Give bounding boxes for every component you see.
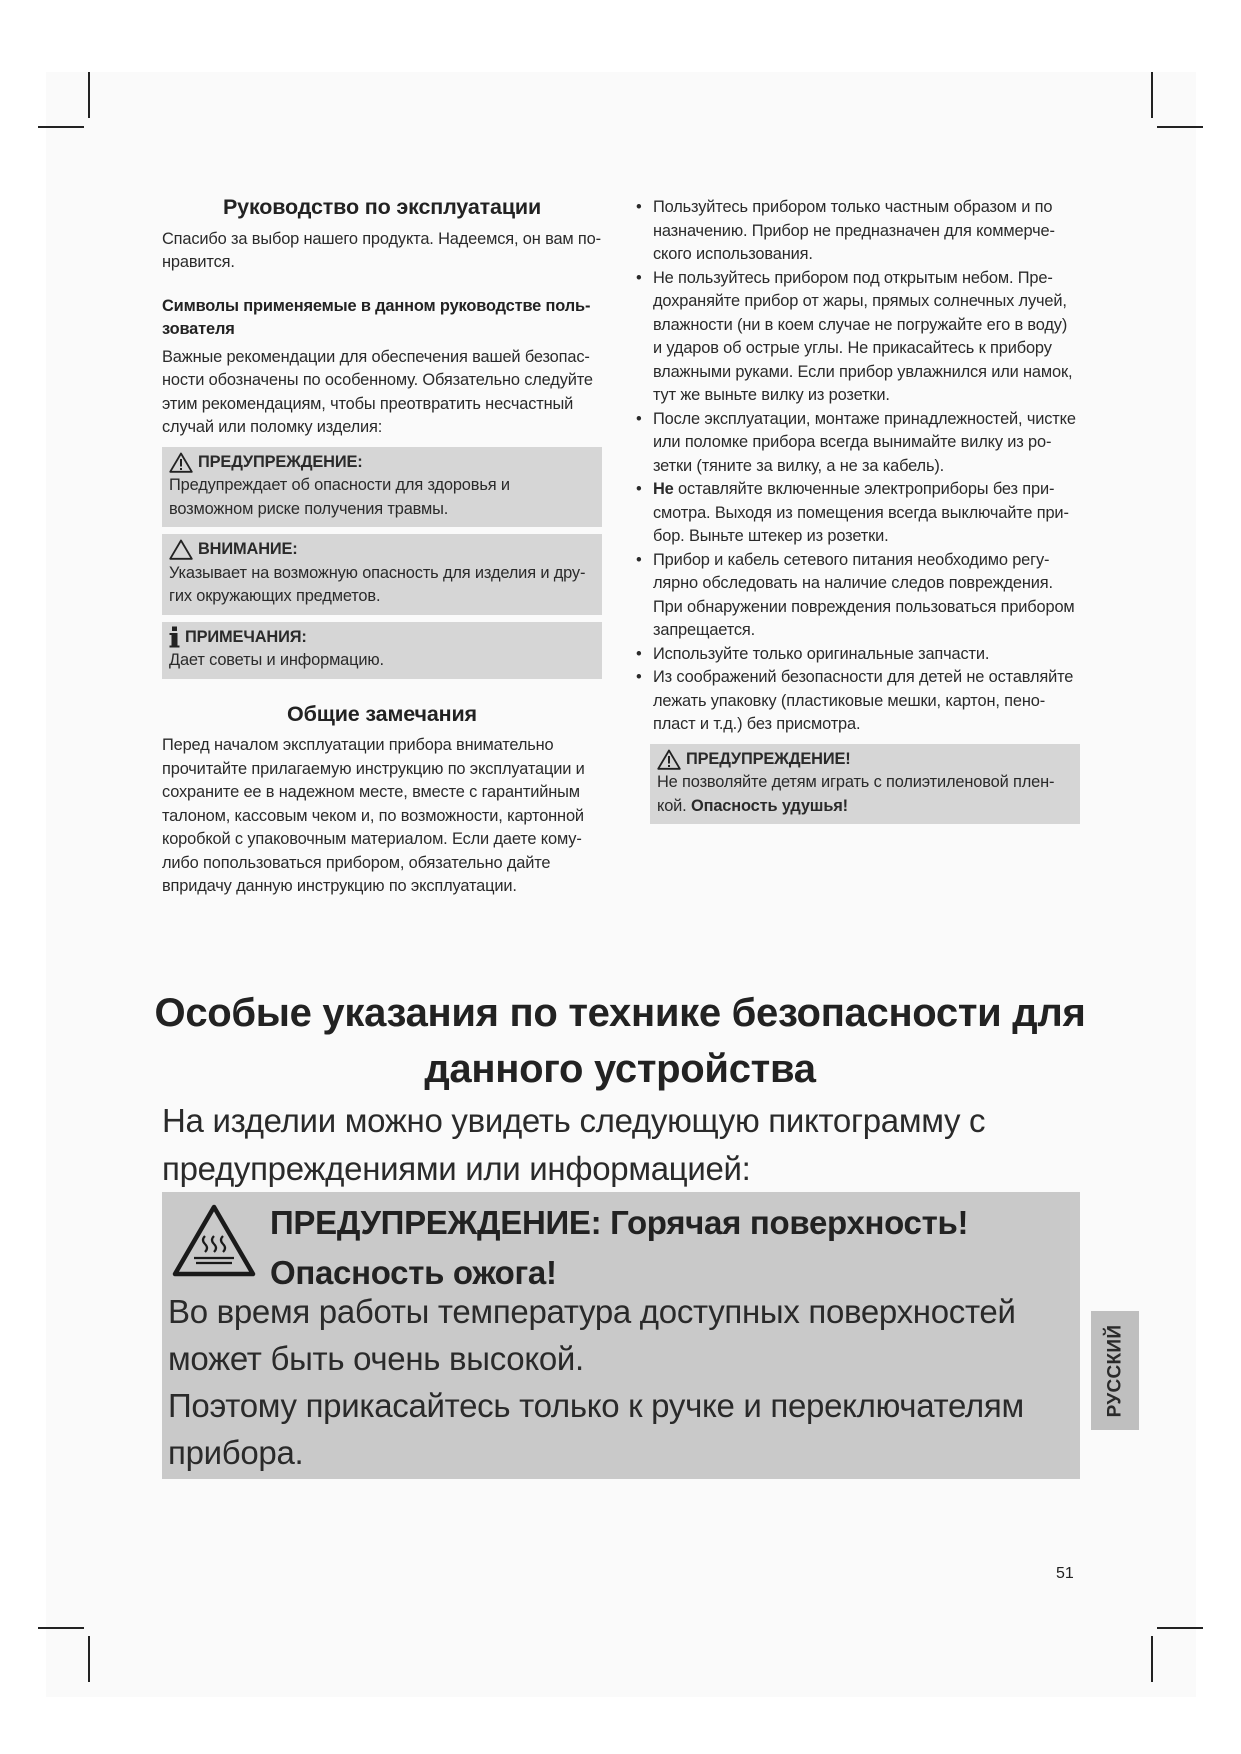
symbols-heading: Символы применяемые в данном руководстве пользователя xyxy=(162,296,591,338)
special-safety-title xyxy=(140,985,1100,1097)
plastic-warning-text xyxy=(657,771,1073,818)
crop-mark xyxy=(38,126,84,128)
crop-mark xyxy=(1151,1636,1153,1682)
manual-heading: Руководство по эксплуатации xyxy=(222,195,542,219)
warning-triangle-icon xyxy=(169,452,193,473)
caution-triangle-icon xyxy=(169,539,193,560)
hot-title-line-2: Опасность ожога! xyxy=(270,1254,557,1291)
hot-surface-text xyxy=(168,1288,1068,1476)
caution-box-text: Указывает на возможную опасность для изделия и других окружающих предметов. xyxy=(169,563,586,605)
crop-mark xyxy=(1151,72,1153,118)
list-item-text: оставляйте включенные электроприборы без присмотра. Выходя из помещения всегда выключайте прибор. Выньте штекер из розетки. xyxy=(653,480,1069,545)
list-item: • После эксплуатации, монтаже принадлежностей, чистке или поломке прибора всегда вынимайте вилку из розетки (тяните за вилку, а не за кабель). xyxy=(634,408,1080,479)
general-text: Перед началом эксплуатации прибора внимательно прочитайте прилагаемую инструкцию по эксплуатации и сохраните ее в надежном месте, вместе с гарантийным талоном, кассовым чеком и, по возможности, картонной коробкой с упаковочным материалом. Если даете кому-либо попользоваться прибором, обязательно дайте впридачу данную инструкцию по эксплуатации. xyxy=(162,736,585,895)
intro-text: Спасибо за выбор нашего продукта. Надеемся, он вам понравится. xyxy=(162,229,602,271)
hot-surface-title xyxy=(270,1198,968,1298)
general-heading: Общие замечания xyxy=(287,701,477,726)
safety-list xyxy=(634,196,1080,737)
list-item: • Не пользуйтесь прибором под открытым небом. Предохраняйте прибор от жары, прямых солнечных лучей, влажности (ни в коем случае не погружайте его в воду) и ударов об острые углы. Не прикасайтесь к прибору влажными руками. Если прибор увлажнился или намок, тут же выньте вилку из розетки. xyxy=(634,267,1080,408)
caution-box-title: ВНИМАНИЕ: xyxy=(198,540,298,558)
notes-box-title: ПРИМЕЧАНИЯ: xyxy=(185,627,307,646)
crop-mark xyxy=(1157,126,1203,128)
special-title-line-1: Особые указания по технике безопасности для xyxy=(154,991,1086,1035)
symbols-text: Важные рекомендации для обеспечения вашей безопасности обозначены по особенному. Обязательно следуйте этим рекомендациям, чтобы преотвратить несчастный случай или поломку изделия: xyxy=(162,347,593,436)
left-column xyxy=(162,196,602,899)
warning-box-text: Предупреждает об опасности для здоровья и возможном риске получения травмы. xyxy=(169,476,510,518)
hot-surface-box xyxy=(162,1192,1080,1479)
hot-text-2: Поэтому прикасайтесь только к ручке и переключателям прибора. xyxy=(168,1387,1024,1471)
language-label: РУССКИЙ xyxy=(1104,1324,1126,1417)
bold-word: Не xyxy=(653,480,674,498)
crop-mark xyxy=(1157,1627,1203,1629)
crop-mark xyxy=(88,1636,90,1682)
plastic-warning-title: ПРЕДУПРЕЖДЕНИЕ! xyxy=(686,749,851,768)
warning-box xyxy=(162,447,602,528)
list-item: • Прибор и кабель сетевого питания необходимо регулярно обследовать на наличие следов повреждения. При обнаружении повреждения пользоваться прибором запрещается. xyxy=(634,549,1080,643)
warning-box-title: ПРЕДУПРЕЖДЕНИЕ: xyxy=(198,452,363,471)
suffocation-warning: Опасность удушья! xyxy=(690,796,848,815)
plastic-warning-body: Не позволяйте детям играть с полиэтиленовой пленкой. xyxy=(657,773,1055,815)
info-icon xyxy=(169,626,180,648)
hot-surface-icon xyxy=(172,1204,256,1278)
crop-mark xyxy=(38,1627,84,1629)
notes-box-text: Дает советы и информацию. xyxy=(169,651,384,669)
list-item: • Из соображений безопасности для детей не оставляйте лежать упаковку (пластиковые мешки, картон, пенопласт и т.д.) без присмотра. xyxy=(634,666,1080,737)
plastic-warning-box xyxy=(650,744,1080,825)
crop-mark xyxy=(88,72,90,118)
right-column xyxy=(634,196,1080,824)
hot-title-line-1: ПРЕДУПРЕЖДЕНИЕ: Горячая поверхность! xyxy=(270,1204,969,1241)
special-title-line-2: данного устройства xyxy=(424,1047,816,1091)
hot-text-1: Во время работы температура доступных поверхностей может быть очень высокой. xyxy=(168,1293,1016,1377)
notes-box xyxy=(162,622,602,679)
caution-box xyxy=(162,534,602,615)
list-item: • Пользуйтесь прибором только частным образом и по назначению. Прибор не предназначен для коммерческого использования. xyxy=(634,196,1080,267)
list-item xyxy=(634,478,1080,549)
page-number: 51 xyxy=(1056,1565,1074,1582)
pictogram-intro: На изделии можно увидеть следующую пиктограмму с предупреждениями или информацией: xyxy=(162,1102,986,1187)
list-item: • Используйте только оригинальные запчасти. xyxy=(634,643,1080,667)
language-tab xyxy=(1091,1311,1139,1430)
warning-triangle-icon xyxy=(657,749,681,770)
